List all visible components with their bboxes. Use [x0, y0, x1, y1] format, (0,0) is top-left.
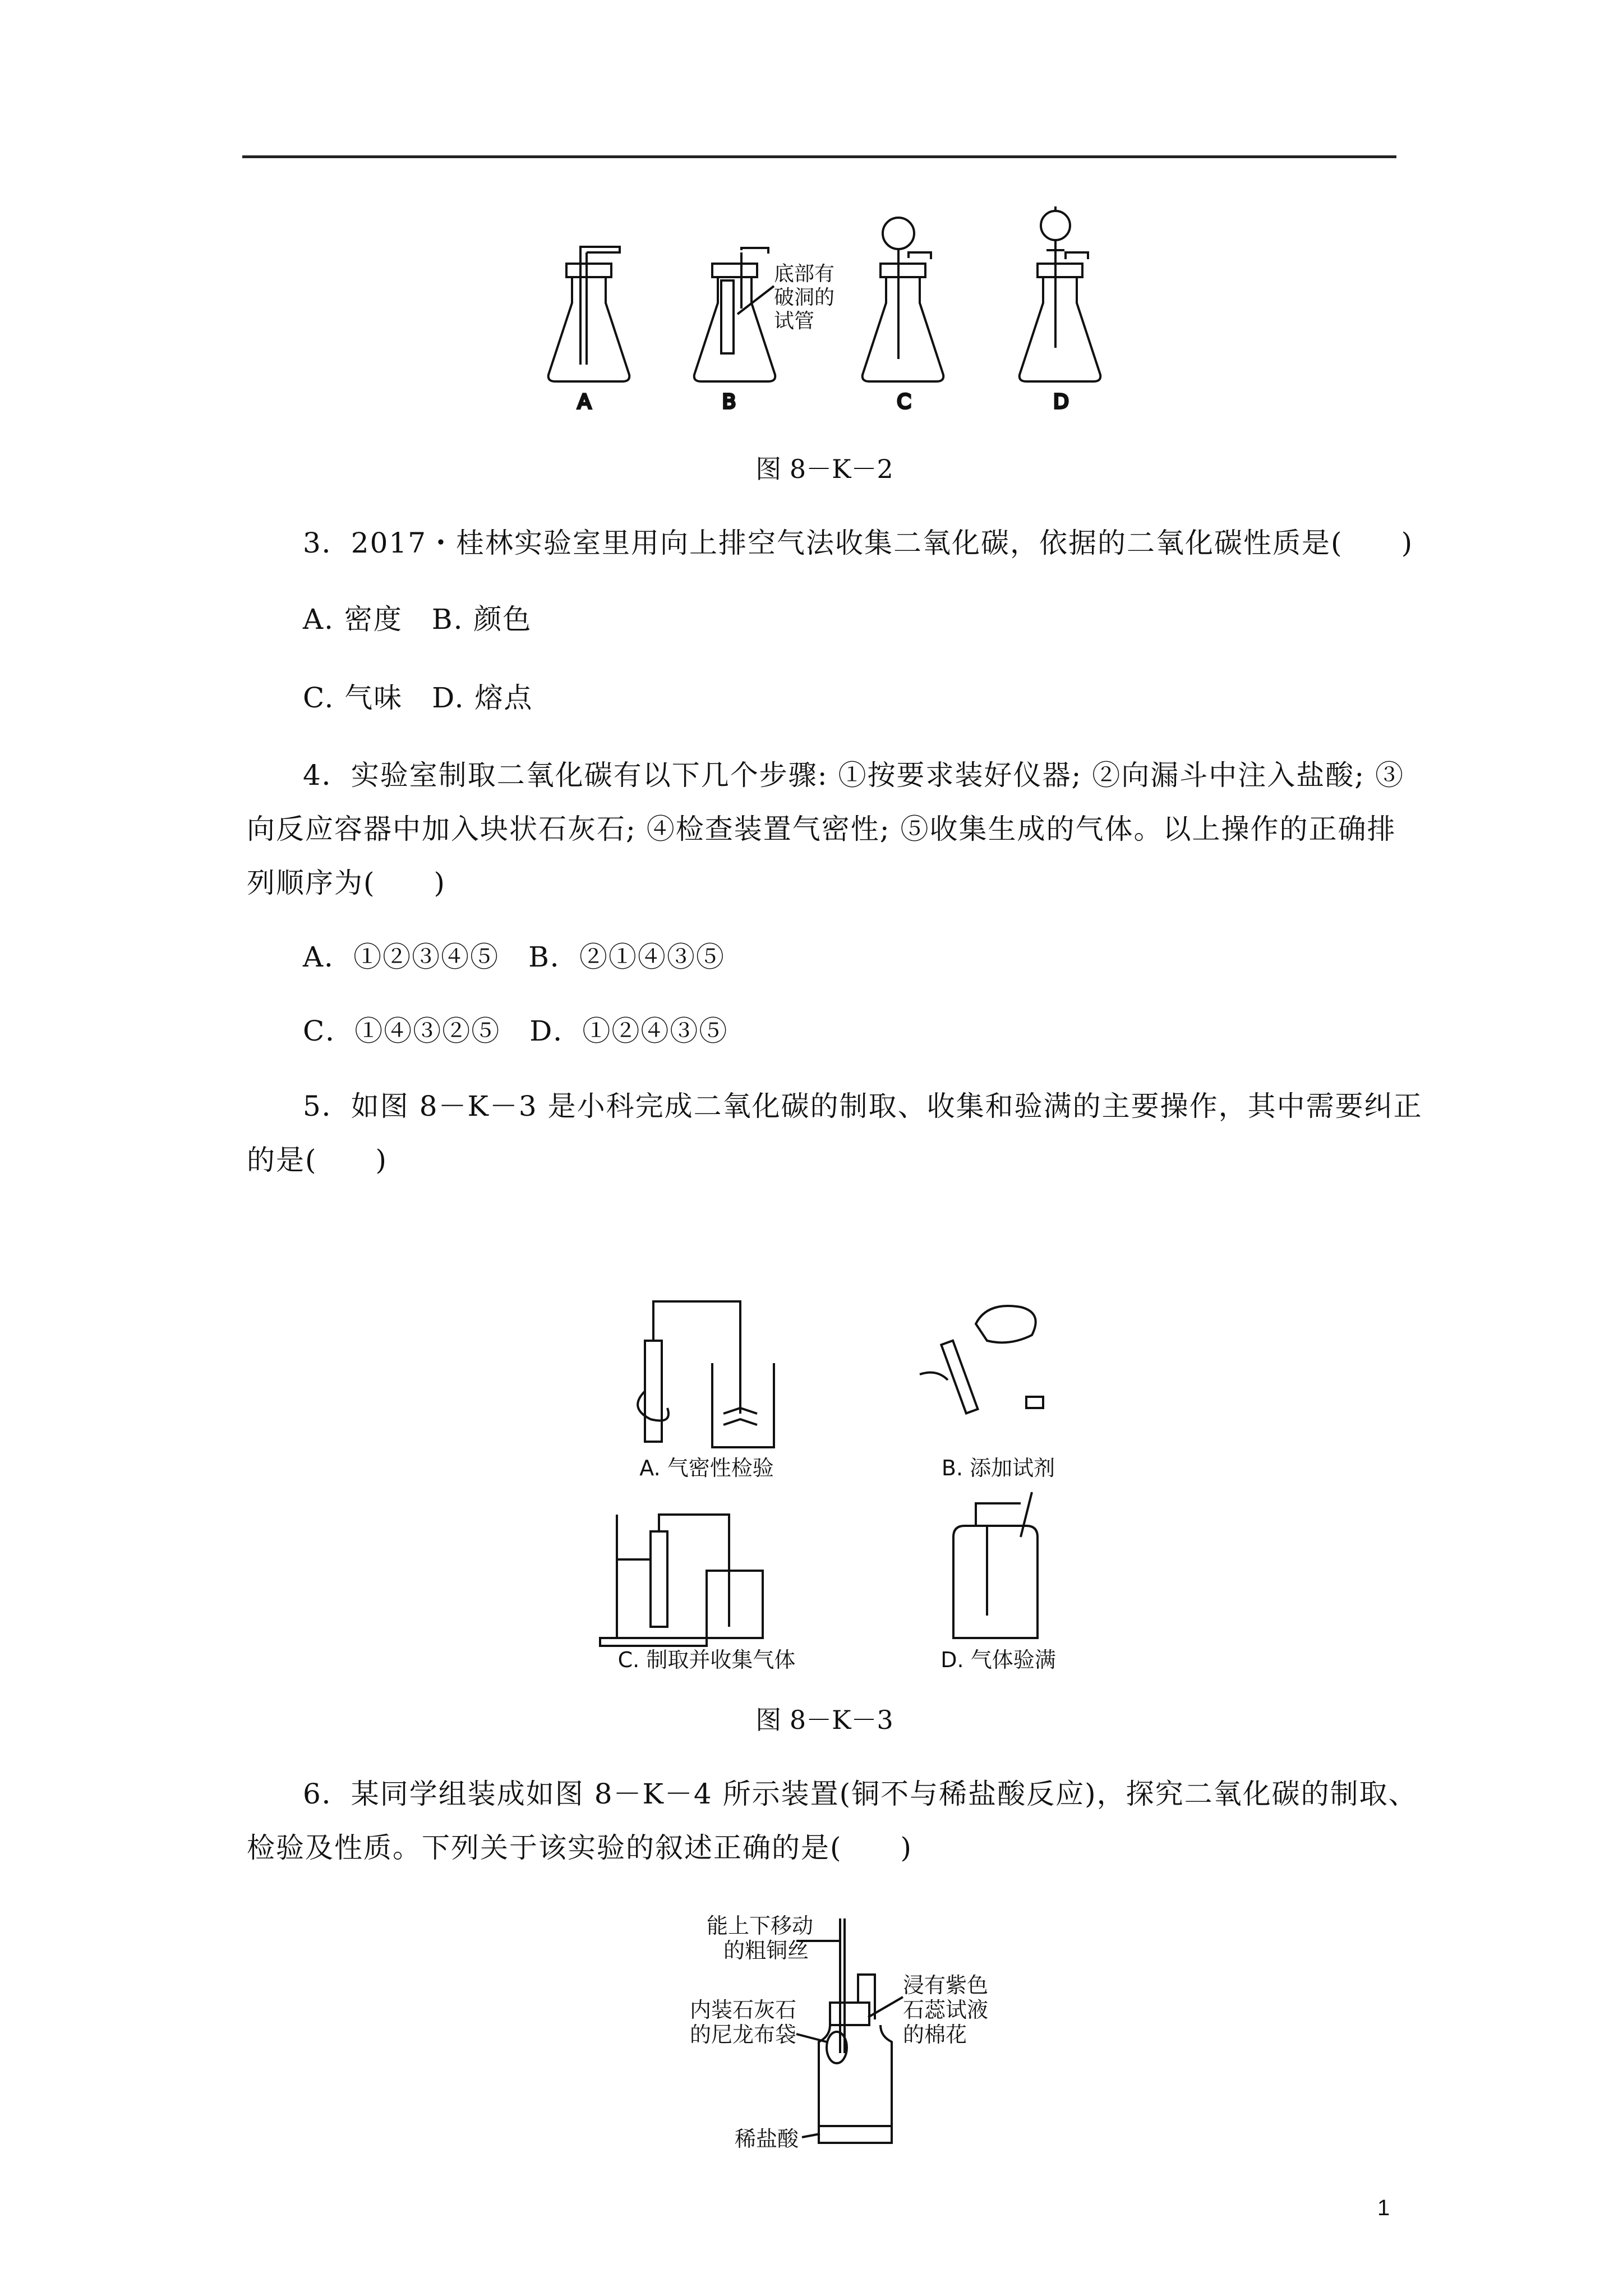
- figure-8-k-2-caption: 图 8－K－2: [755, 454, 893, 484]
- q3-stem: 3．2017・桂林实验室里用向上排空气法收集二氧化碳，依据的二氧化碳性质是( ): [303, 527, 1414, 559]
- q5-stem-line1: 5．如图 8－K－3 是小科完成二氧化碳的制取、收集和验满的主要操作，其中需要纠正: [303, 1090, 1423, 1122]
- q4-options-row2: C．①④③②⑤ D．①②④③⑤: [303, 1015, 728, 1047]
- q3-options-row2: C. 气味 D. 熔点: [303, 682, 533, 714]
- q4-stem-line1: 4．实验室制取二氧化碳有以下几个步骤: ①按要求装好仪器; ②向漏斗中注入盐酸; ③: [303, 759, 1405, 792]
- bag-note-1: 内装石灰石: [690, 1998, 797, 2022]
- q6-stem-line2: 检验及性质。下列关于该实验的叙述正确的是( ): [247, 1832, 913, 1864]
- label-d: D: [1053, 390, 1069, 413]
- acid-note: 稀盐酸: [735, 2127, 799, 2151]
- cotton-note-1: 浸有紫色: [903, 1973, 989, 1998]
- label-a: A: [577, 390, 592, 413]
- q4-options-row1: A．①②③④⑤ B．②①④③⑤: [303, 941, 725, 973]
- adding-reagent-apparatus: [920, 1306, 1043, 1414]
- flask-a: [548, 247, 630, 381]
- cotton-note-2: 石蕊试液: [903, 1998, 989, 2022]
- make-collect-gas-apparatus: [600, 1515, 763, 1646]
- figure-8-k-3: [594, 1279, 1110, 1672]
- header-rule: [242, 155, 1396, 158]
- figure-8-k-3-caption: 图 8－K－3: [755, 1705, 893, 1735]
- wire-note-2: 的粗铜丝: [723, 1938, 809, 1963]
- page-number: 1: [1377, 2196, 1390, 2220]
- q6-stem-line1: 6．某同学组装成如图 8－K－4 所示装置(铜不与稀盐酸反应)，探究二氧化碳的制取、: [303, 1778, 1418, 1810]
- q5-stem-line2: 的是( ): [247, 1144, 388, 1176]
- b-note-1: 底部有: [774, 263, 835, 286]
- wire-note-1: 能上下移动: [707, 1913, 814, 1938]
- cotton-note-3: 的棉花: [903, 2022, 967, 2047]
- q4-stem-line3: 列顺序为( ): [247, 867, 446, 899]
- flask-c: [863, 218, 944, 381]
- fig3-label-c: C. 制取并收集气体: [617, 1648, 796, 1672]
- figure-8-k-4: [690, 1907, 1049, 2154]
- fig3-label-b: B. 添加试剂: [941, 1456, 1055, 1480]
- gas-full-check-apparatus: [953, 1492, 1038, 1638]
- flask-d: [1020, 206, 1101, 381]
- b-note-2: 破洞的: [774, 286, 835, 309]
- bag-note-2: 的尼龙布袋: [690, 2022, 797, 2047]
- label-c: C: [897, 390, 911, 413]
- q3-options-row1: A. 密度 B. 颜色: [303, 603, 532, 636]
- airtightness-check-apparatus: [638, 1301, 774, 1447]
- b-note-3: 试管: [774, 310, 815, 333]
- fig3-label-a: A. 气密性检验: [639, 1456, 774, 1480]
- q4-stem-line2: 向反应容器中加入块状石灰石; ④检查装置气密性; ⑤收集生成的气体。以上操作的正确排: [247, 813, 1396, 845]
- label-b: B: [722, 390, 736, 413]
- fig3-label-d: D. 气体验满: [940, 1648, 1056, 1672]
- flask-b: [694, 248, 776, 381]
- figure-8-k-2: [527, 196, 1166, 421]
